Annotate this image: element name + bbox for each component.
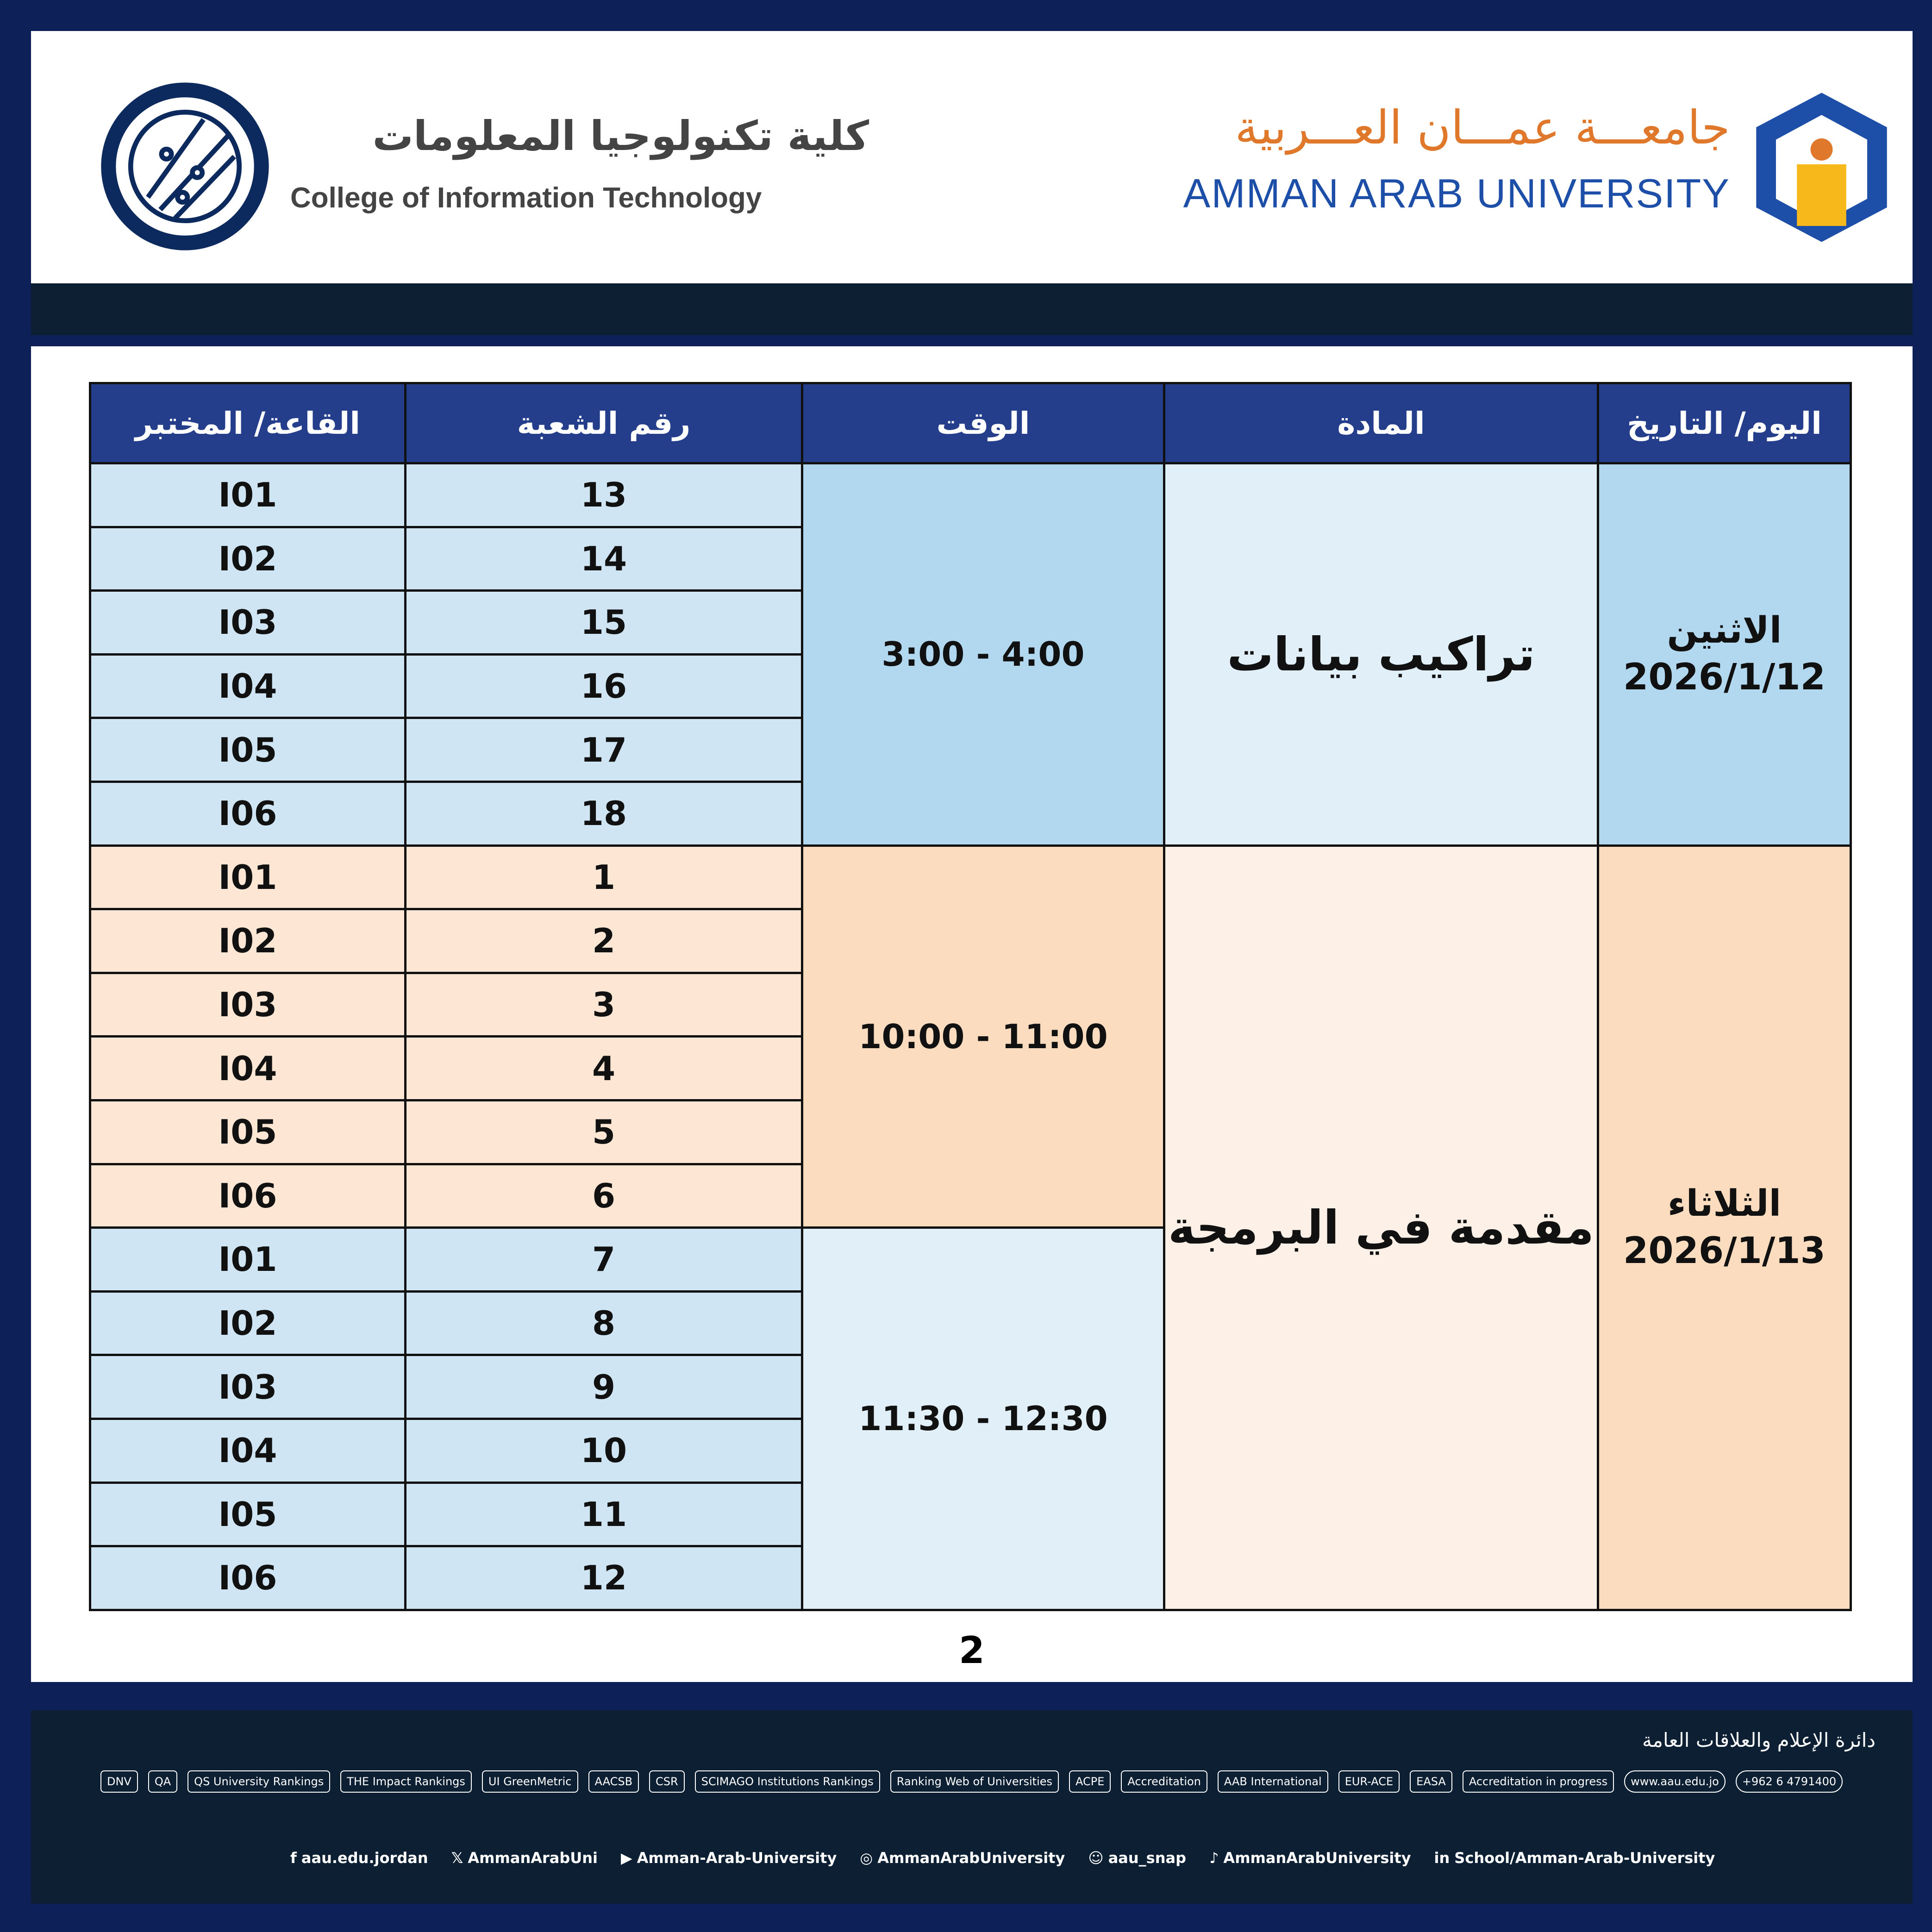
room-cell: I03: [90, 1355, 406, 1419]
date: 2026/1/13: [1623, 1230, 1826, 1272]
accreditation-logo: AACSB: [588, 1770, 639, 1793]
section-cell: 2: [406, 909, 802, 973]
accreditation-logo: DNV: [100, 1770, 138, 1793]
department-label: دائرة الإعلام والعلاقات العامة: [1642, 1729, 1876, 1751]
section-cell: 12: [406, 1546, 802, 1610]
day-name: الاثنين: [1667, 609, 1782, 651]
youtube-icon: ▶: [621, 1849, 632, 1867]
linkedin-icon: in: [1434, 1849, 1450, 1867]
header-day-date: اليوم/ التاريخ: [1598, 383, 1851, 463]
accreditation-logo: EASA: [1410, 1770, 1452, 1793]
social-handle: Amman-Arab-University: [637, 1849, 837, 1867]
footer: [31, 1710, 1913, 1904]
section-cell: 11: [406, 1482, 802, 1546]
accreditation-logo: Ranking Web of Universities: [890, 1770, 1059, 1793]
schedule-table: [89, 382, 1852, 1611]
header-time: الوقت: [802, 383, 1164, 463]
day-date-cell: [1598, 463, 1851, 846]
accreditation-logo: THE Impact Rankings: [340, 1770, 472, 1793]
social-link[interactable]: [621, 1849, 837, 1867]
room-cell: I04: [90, 654, 406, 718]
social-links: [290, 1849, 1864, 1867]
subject-cell: مقدمة في البرمجة: [1164, 845, 1598, 1610]
section-cell: 18: [406, 782, 802, 845]
social-link[interactable]: [860, 1849, 1065, 1867]
section-cell: 7: [406, 1228, 802, 1292]
table-header-row: [90, 383, 1851, 463]
college-name-ar: كلية تكنولوجيا المعلومات: [372, 112, 869, 160]
accreditation-logo: AAB International: [1218, 1770, 1328, 1793]
instagram-icon: ◎: [860, 1849, 873, 1867]
section-cell: 3: [406, 973, 802, 1037]
header: [31, 31, 1913, 284]
website-link[interactable]: www.aau.edu.jo: [1624, 1770, 1726, 1793]
time-cell: 4:00 - 3:00: [802, 463, 1164, 846]
x-icon: 𝕏: [451, 1849, 463, 1867]
room-cell: I02: [90, 1291, 406, 1355]
social-link[interactable]: [451, 1849, 598, 1867]
university-name-en: AMMAN ARAB UNIVERSITY: [1183, 170, 1730, 216]
section-cell: 14: [406, 527, 802, 591]
social-link[interactable]: [1434, 1849, 1715, 1867]
section-cell: 15: [406, 591, 802, 655]
room-cell: I05: [90, 1100, 406, 1164]
social-link[interactable]: [1088, 1849, 1186, 1867]
social-handle: aau_snap: [1108, 1849, 1186, 1867]
room-cell: I06: [90, 782, 406, 845]
section-cell: 17: [406, 718, 802, 782]
room-cell: I02: [90, 527, 406, 591]
section-cell: 4: [406, 1037, 802, 1100]
date: 2026/1/12: [1623, 657, 1826, 699]
section-cell: 13: [406, 463, 802, 527]
social-link[interactable]: [1209, 1849, 1411, 1867]
schedule-panel: [31, 346, 1913, 1682]
accreditation-logo: UI GreenMetric: [482, 1770, 578, 1793]
room-cell: I01: [90, 845, 406, 909]
section-cell: 1: [406, 845, 802, 909]
time-cell: 11:00 - 10:00: [802, 845, 1164, 1228]
page-number: 2: [959, 1629, 985, 1672]
table-row: [90, 845, 1851, 909]
room-cell: I05: [90, 718, 406, 782]
accreditation-logo: EUR-ACE: [1338, 1770, 1400, 1793]
university-logo-icon: [1754, 90, 1889, 244]
section-cell: 5: [406, 1100, 802, 1164]
snapchat-icon: ☺: [1088, 1849, 1104, 1867]
subject-cell: تراكيب بيانات: [1164, 463, 1598, 846]
room-cell: I04: [90, 1419, 406, 1482]
phone-number[interactable]: +962 6 4791400: [1736, 1770, 1843, 1793]
accreditation-logo: SCIMAGO Institutions Rankings: [695, 1770, 880, 1793]
college-name-en: College of Information Technology: [290, 182, 762, 214]
time-cell: 12:30 - 11:30: [802, 1228, 1164, 1610]
accreditation-logos: [100, 1770, 1883, 1793]
accreditation-logo: ACPE: [1069, 1770, 1111, 1793]
header-section: رقم الشعبة: [406, 383, 802, 463]
divider-bar: [31, 283, 1913, 335]
accreditation-logo: Accreditation in progress: [1463, 1770, 1614, 1793]
section-cell: 9: [406, 1355, 802, 1419]
room-cell: I06: [90, 1164, 406, 1228]
social-handle: AmmanArabUniversity: [1223, 1849, 1411, 1867]
room-cell: I02: [90, 909, 406, 973]
social-handle: aau.edu.jordan: [301, 1849, 428, 1867]
accreditation-logo: Accreditation: [1121, 1770, 1207, 1793]
section-cell: 8: [406, 1291, 802, 1355]
room-cell: I06: [90, 1546, 406, 1610]
social-handle: School/Amman-Arab-University: [1454, 1849, 1715, 1867]
room-cell: I03: [90, 973, 406, 1037]
accreditation-logo: QS University Rankings: [188, 1770, 330, 1793]
room-cell: I01: [90, 463, 406, 527]
room-cell: I04: [90, 1037, 406, 1100]
accreditation-logo: CSR: [649, 1770, 685, 1793]
tiktok-icon: ♪: [1209, 1849, 1219, 1867]
day-date-cell: [1598, 845, 1851, 1610]
social-handle: AmmanArabUniversity: [877, 1849, 1065, 1867]
header-subject: المادة: [1164, 383, 1598, 463]
accreditation-logo: QA: [148, 1770, 177, 1793]
room-cell: I03: [90, 591, 406, 655]
room-cell: I01: [90, 1228, 406, 1292]
social-link[interactable]: [290, 1849, 428, 1867]
section-cell: 6: [406, 1164, 802, 1228]
header-room: القاعة/ المختبر: [90, 383, 406, 463]
section-cell: 10: [406, 1419, 802, 1482]
facebook-icon: f: [290, 1849, 297, 1867]
day-name: الثلاثاء: [1667, 1183, 1782, 1225]
room-cell: I05: [90, 1482, 406, 1546]
table-row: [90, 463, 1851, 527]
college-logo-icon: [99, 80, 271, 253]
section-cell: 16: [406, 654, 802, 718]
social-handle: AmmanArabUni: [468, 1849, 598, 1867]
university-name-ar: جامعـــة عمـــان العـــربية: [1235, 100, 1730, 155]
